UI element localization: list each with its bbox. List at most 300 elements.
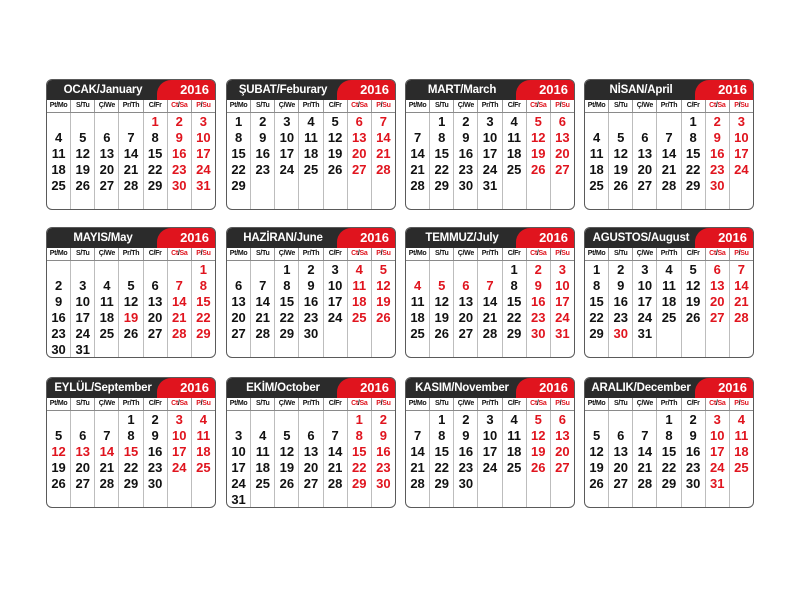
weekday-en: Sa [359, 250, 368, 257]
day-number: 28 [172, 326, 187, 341]
day-number: 21 [734, 294, 749, 309]
day-number: 17 [482, 444, 498, 459]
day-number: 14 [637, 444, 653, 459]
day-number: 11 [734, 428, 749, 443]
weekday-label [168, 100, 192, 112]
day-column [730, 411, 753, 508]
month-block [584, 377, 754, 508]
weekday-separator: / [415, 102, 417, 109]
weekday-en: Tu [620, 102, 628, 109]
day-number: 20 [555, 146, 570, 161]
day-number: 10 [482, 130, 498, 145]
weekday-separator: / [691, 400, 694, 407]
day-number: 23 [458, 162, 474, 177]
weekday-label [95, 248, 119, 260]
weekday-tr: Ct [709, 250, 716, 257]
day-column [503, 113, 527, 210]
day-number: 10 [279, 130, 295, 145]
day-number: 26 [434, 326, 449, 341]
weekday-tr: Ç [278, 400, 284, 407]
day-column [478, 411, 502, 508]
weekday-en: Mo [595, 400, 606, 407]
weekday-separator: / [309, 400, 312, 407]
day-number: 25 [303, 162, 319, 177]
weekday-en: Fr [155, 250, 162, 257]
weekday-separator: / [594, 102, 596, 109]
day-number: 16 [172, 146, 187, 161]
day-number: 17 [327, 294, 343, 309]
day-number: 4 [199, 412, 208, 427]
weekday-tr: Pt [408, 250, 416, 257]
month-header [585, 80, 753, 100]
weekday-separator: / [236, 400, 238, 407]
day-number: 18 [410, 310, 425, 325]
weekday-separator: / [380, 102, 383, 109]
day-column [633, 113, 657, 210]
day-number: 8 [689, 130, 697, 145]
day-number: 20 [555, 444, 570, 459]
day-number: 3 [737, 114, 746, 129]
weekday-tr: C [328, 250, 334, 257]
weekday-en: We [105, 102, 115, 109]
weekday-row [47, 248, 215, 261]
weekday-en: Th [131, 250, 140, 257]
day-number: 15 [147, 146, 163, 161]
day-number: 1 [510, 262, 518, 277]
weekday-separator: / [260, 250, 262, 257]
month-year: 2016 [360, 82, 389, 97]
weekday-tr: Ct [709, 102, 716, 109]
weekday-en: Mo [237, 102, 248, 109]
weekday-tr: S [255, 250, 261, 257]
day-number: 23 [376, 460, 391, 475]
weekday-tr: P [376, 102, 381, 109]
day-column [682, 113, 706, 210]
day-number: 20 [231, 310, 246, 325]
month-header [47, 80, 215, 100]
weekday-en: Th [311, 400, 320, 407]
weekday-separator: / [715, 250, 718, 257]
day-number: 2 [534, 262, 542, 277]
day-column [299, 113, 323, 210]
weekday-tr: Ç [278, 102, 284, 109]
weekday-tr: S [613, 250, 619, 257]
weekday-separator: / [236, 102, 238, 109]
day-number: 3 [331, 262, 339, 277]
day-column [168, 411, 192, 508]
weekday-en: Fr [693, 250, 700, 257]
day-number: 31 [231, 492, 246, 507]
day-number: 6 [558, 114, 567, 129]
weekday-en: Mo [237, 250, 248, 257]
day-number: 24 [482, 162, 498, 177]
day-number: 28 [482, 326, 498, 341]
day-number: 3 [79, 278, 87, 293]
weekday-tr: Ç [457, 400, 463, 407]
month-year: 2016 [718, 230, 747, 245]
weekday-row [406, 398, 574, 411]
weekday-tr: Pr [660, 102, 668, 109]
day-number: 16 [255, 146, 270, 161]
weekday-en: Th [490, 250, 499, 257]
weekday-label [406, 100, 430, 112]
weekday-separator: / [641, 250, 644, 257]
month-block [584, 227, 754, 358]
day-number: 15 [231, 146, 246, 161]
day-number: 4 [307, 114, 315, 129]
day-number: 21 [327, 460, 343, 475]
weekday-label [192, 100, 215, 112]
weekday-en: Sa [538, 102, 547, 109]
day-number: 17 [710, 444, 725, 459]
weekday-separator: / [488, 400, 491, 407]
day-number: 31 [75, 342, 90, 357]
day-column [503, 411, 527, 508]
weekday-label [192, 398, 215, 410]
weekday-separator: / [380, 250, 383, 257]
weekday-label [503, 398, 527, 410]
weekday-tr: P [376, 250, 381, 257]
weekday-label [633, 100, 657, 112]
day-number: 11 [589, 146, 604, 161]
weekday-separator: / [462, 102, 465, 109]
day-number: 23 [531, 310, 546, 325]
day-number: 18 [255, 460, 270, 475]
day-number: 20 [637, 162, 653, 177]
day-number: 18 [99, 310, 115, 325]
day-number: 8 [127, 428, 135, 443]
month-name: HAZİRAN/June [243, 232, 323, 244]
day-number: 23 [303, 310, 319, 325]
day-number: 19 [531, 444, 546, 459]
day-number: 5 [283, 428, 291, 443]
day-number: 9 [689, 428, 697, 443]
month-header [406, 228, 574, 248]
month-year: 2016 [539, 380, 568, 395]
weekday-tr: Pt [587, 250, 595, 257]
day-column [682, 261, 706, 358]
weekday-label [430, 100, 454, 112]
weekday-en: Fr [693, 400, 700, 407]
day-number: 1 [438, 412, 446, 427]
weekday-en: We [643, 400, 653, 407]
weekday-separator: / [667, 250, 670, 257]
weekday-tr: S [75, 102, 81, 109]
weekday-separator: / [56, 400, 58, 407]
day-number: 21 [410, 460, 425, 475]
day-number: 26 [613, 178, 628, 193]
weekday-label [706, 248, 730, 260]
weekday-en: Mo [416, 400, 427, 407]
day-number: 5 [79, 130, 87, 145]
month-name: MAYIS/May [73, 232, 133, 244]
weekday-label [633, 398, 657, 410]
day-number: 7 [331, 428, 339, 443]
weekday-separator: / [618, 400, 620, 407]
weekday-tr: Pr [302, 250, 310, 257]
day-number: 12 [279, 444, 295, 459]
weekday-label [251, 398, 275, 410]
day-number: 10 [637, 278, 653, 293]
day-number: 28 [376, 162, 391, 177]
weekday-label [406, 398, 430, 410]
day-number: 28 [123, 178, 139, 193]
weekday-separator: / [641, 400, 644, 407]
weekday-en: Mo [57, 400, 68, 407]
day-number: 22 [434, 162, 449, 177]
weekday-label [730, 398, 753, 410]
month-name: MART/March [427, 84, 497, 96]
weekday-en: Su [202, 250, 211, 257]
day-number: 19 [327, 146, 343, 161]
weekday-tr: P [196, 250, 201, 257]
day-number: 28 [734, 310, 749, 325]
weekday-tr: Ct [171, 400, 178, 407]
weekday-tr: C [148, 250, 154, 257]
weekday-en: Th [131, 102, 140, 109]
weekday-separator: / [594, 250, 596, 257]
day-number: 12 [589, 444, 604, 459]
day-number: 23 [172, 162, 187, 177]
weekday-tr: Ct [530, 102, 537, 109]
day-number: 25 [99, 326, 115, 341]
weekday-separator: / [594, 400, 596, 407]
month-header [585, 378, 753, 398]
day-number: 17 [279, 146, 295, 161]
day-number: 30 [710, 178, 725, 193]
weekday-en: Fr [693, 102, 700, 109]
weekday-label [609, 100, 633, 112]
day-number: 15 [279, 294, 295, 309]
day-number: 13 [75, 444, 90, 459]
weekday-separator: / [103, 400, 106, 407]
weekday-en: Su [202, 102, 211, 109]
day-number: 18 [303, 146, 319, 161]
weekday-row [47, 398, 215, 411]
day-column [730, 261, 753, 358]
month-header [47, 378, 215, 398]
weekday-label [47, 100, 71, 112]
day-number: 26 [589, 476, 604, 491]
day-number: 3 [486, 114, 494, 129]
weekday-en: Sa [538, 400, 547, 407]
day-number: 11 [662, 278, 676, 293]
day-number: 26 [327, 162, 343, 177]
day-number: 26 [376, 310, 391, 325]
weekday-tr: C [148, 400, 154, 407]
day-number: 28 [99, 476, 115, 491]
day-number: 15 [434, 146, 449, 161]
weekday-separator: / [200, 102, 203, 109]
weekday-separator: / [357, 102, 360, 109]
weekday-en: Tu [262, 102, 270, 109]
day-number: 2 [379, 412, 388, 427]
day-number: 2 [617, 262, 625, 277]
weekday-tr: Pr [481, 250, 489, 257]
weekday-tr: Pr [122, 250, 130, 257]
month-header [406, 80, 574, 100]
weekday-label [275, 248, 299, 260]
day-number: 23 [710, 162, 725, 177]
day-number: 12 [123, 294, 139, 309]
day-column [454, 113, 478, 210]
weekday-en: Th [490, 400, 499, 407]
day-number: 10 [231, 444, 246, 459]
weekday-label [585, 248, 609, 260]
day-number: 21 [376, 146, 391, 161]
month-year: 2016 [539, 230, 568, 245]
day-number: 13 [231, 294, 246, 309]
day-number: 13 [637, 146, 653, 161]
day-number: 21 [255, 310, 270, 325]
day-number: 8 [665, 428, 673, 443]
day-number: 9 [534, 278, 542, 293]
day-number: 10 [75, 294, 90, 309]
weekday-tr: Ct [171, 250, 178, 257]
day-number: 9 [175, 130, 183, 145]
day-number: 13 [555, 428, 570, 443]
day-column [299, 411, 323, 508]
weekday-en: We [285, 250, 295, 257]
weekday-tr: P [555, 102, 560, 109]
day-number: 1 [127, 412, 135, 427]
day-column [144, 261, 168, 358]
weekday-tr: C [507, 250, 513, 257]
day-number: 19 [531, 146, 546, 161]
weekday-row [227, 398, 395, 411]
day-number: 10 [172, 428, 187, 443]
month-year: 2016 [180, 380, 209, 395]
day-number: 6 [234, 278, 243, 293]
weekday-tr: Ct [709, 400, 716, 407]
day-number: 25 [410, 326, 425, 341]
day-column [527, 261, 551, 358]
day-number: 19 [685, 294, 701, 309]
day-number: 22 [506, 310, 522, 325]
day-columns [47, 261, 215, 358]
weekday-en: Th [311, 102, 320, 109]
weekday-en: We [643, 250, 653, 257]
month-header [227, 228, 395, 248]
weekday-tr: S [434, 102, 440, 109]
weekday-separator: / [488, 250, 491, 257]
weekday-tr: C [686, 250, 692, 257]
day-number: 20 [303, 460, 319, 475]
day-column [192, 113, 215, 210]
weekday-separator: / [536, 102, 539, 109]
weekday-tr: Pr [302, 102, 310, 109]
day-number: 29 [231, 178, 246, 193]
day-number: 22 [661, 460, 677, 475]
weekday-separator: / [618, 102, 620, 109]
month-block [46, 227, 216, 358]
day-number: 20 [352, 146, 367, 161]
day-number: 18 [589, 162, 604, 177]
day-number: 16 [685, 444, 701, 459]
day-number: 5 [534, 114, 542, 129]
day-number: 29 [352, 476, 367, 491]
day-number: 27 [710, 310, 725, 325]
weekday-row [406, 100, 574, 113]
day-number: 27 [352, 162, 367, 177]
day-number: 27 [555, 162, 570, 177]
weekday-tr: S [255, 400, 261, 407]
day-number: 3 [713, 412, 721, 427]
day-number: 2 [175, 114, 183, 129]
weekday-en: Mo [595, 102, 606, 109]
weekday-en: We [464, 102, 474, 109]
weekday-label [71, 248, 95, 260]
weekday-separator: / [177, 102, 180, 109]
day-number: 27 [303, 476, 319, 491]
weekday-en: Su [202, 400, 211, 407]
day-number: 15 [589, 294, 604, 309]
day-number: 14 [123, 146, 139, 161]
weekday-separator: / [153, 102, 156, 109]
day-number: 18 [734, 444, 749, 459]
day-number: 27 [75, 476, 90, 491]
day-column [119, 113, 143, 210]
weekday-separator: / [200, 250, 203, 257]
day-number: 6 [103, 130, 111, 145]
day-number: 30 [172, 178, 187, 193]
day-number: 14 [734, 278, 749, 293]
day-column [430, 411, 454, 508]
day-number: 4 [413, 278, 422, 293]
weekday-label [71, 398, 95, 410]
day-number: 29 [279, 326, 295, 341]
day-number: 18 [196, 444, 211, 459]
day-column [527, 411, 551, 508]
day-column [609, 113, 633, 210]
weekday-en: Fr [335, 250, 342, 257]
day-number: 29 [434, 178, 449, 193]
day-column [299, 261, 323, 358]
weekday-row [585, 248, 753, 261]
day-number: 23 [458, 460, 474, 475]
weekday-tr: Ç [98, 400, 104, 407]
day-column [551, 261, 574, 358]
weekday-en: Tu [82, 400, 90, 407]
day-number: 5 [592, 428, 601, 443]
day-columns [406, 113, 574, 210]
weekday-label [119, 100, 143, 112]
weekday-en: Su [740, 102, 749, 109]
weekday-label [168, 248, 192, 260]
weekday-separator: / [439, 102, 441, 109]
weekday-label [406, 248, 430, 260]
day-number: 26 [531, 460, 546, 475]
weekday-en: Su [740, 250, 749, 257]
day-number: 26 [279, 476, 295, 491]
weekday-en: We [105, 400, 115, 407]
weekday-en: Fr [514, 250, 521, 257]
weekday-label [299, 248, 323, 260]
day-column [551, 113, 574, 210]
weekday-tr: Ç [457, 102, 463, 109]
day-number: 2 [54, 278, 63, 293]
day-number: 9 [462, 130, 470, 145]
weekday-en: Sa [179, 400, 188, 407]
weekday-label [657, 248, 681, 260]
day-number: 16 [376, 444, 391, 459]
day-number: 28 [410, 476, 425, 491]
weekday-label [551, 100, 574, 112]
weekday-tr: P [555, 250, 560, 257]
weekday-label [348, 100, 372, 112]
day-number: 17 [637, 294, 653, 309]
day-number: 4 [510, 412, 518, 427]
